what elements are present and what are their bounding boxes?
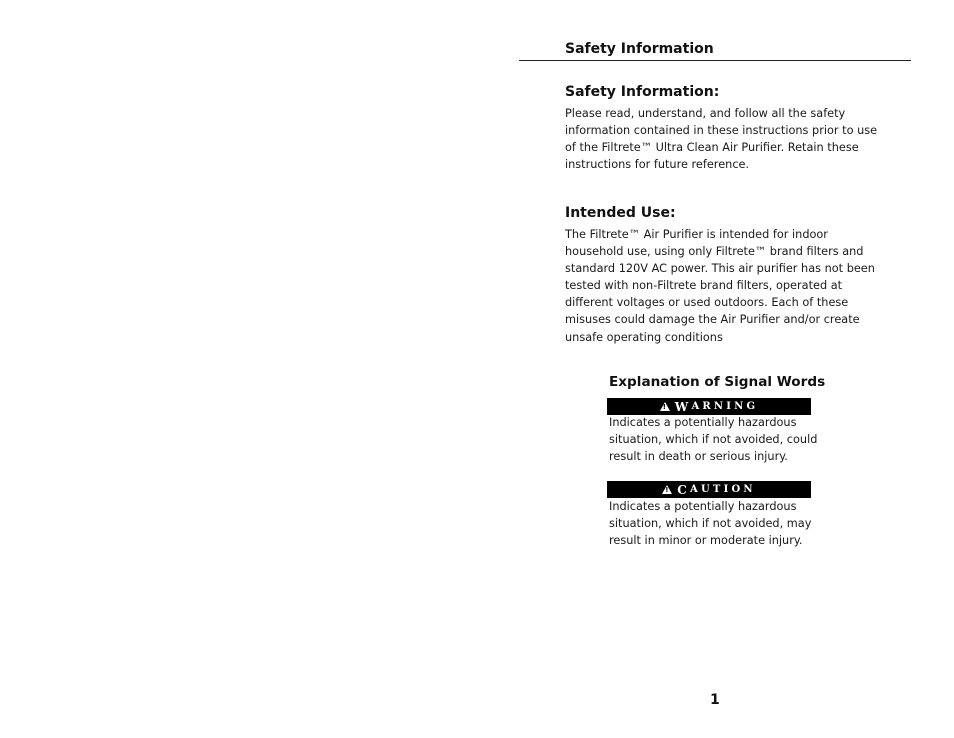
text-line: situation, which if not avoided, may [609, 517, 812, 531]
text-line: instructions for future reference. [565, 158, 750, 172]
caution-triangle-icon [662, 485, 672, 494]
caution-description [609, 498, 819, 549]
text-line: household use, using only Filtrete™ brand filters and [565, 245, 864, 259]
text-line: situation, which if not avoided, could [609, 433, 818, 447]
page-header-title: Safety Information [565, 41, 714, 57]
signal-words-heading: Explanation of Signal Words [609, 374, 826, 390]
warning-label: ARNING [691, 401, 759, 412]
text-line: of the Filtrete™ Ultra Clean Air Purifier. Retain these [565, 141, 859, 155]
text-line: Indicates a potentially hazardous [609, 416, 797, 429]
warning-triangle-icon [660, 402, 670, 411]
text-line: misuses could damage the Air Purifier and/or create [565, 313, 860, 327]
text-line: tested with non-Filtrete brand filters, operated at [565, 279, 843, 293]
text-line: information contained in these instructions prior to use [565, 124, 878, 138]
text-line: result in minor or moderate injury. [609, 534, 803, 548]
text-line: unsafe operating conditions [565, 330, 723, 344]
warning-signal-bar [607, 398, 811, 415]
safety-information-text [565, 105, 878, 173]
warning-description [609, 414, 819, 465]
intended-use-text [565, 226, 875, 346]
text-line: The Filtrete™ Air Purifier is intended for indoor [565, 228, 828, 241]
text-line: standard 120V AC power. This air purifier has not been [565, 262, 875, 276]
text-line: different voltages or used outdoors. Each of these [565, 296, 849, 310]
caution-label: AUTION [690, 484, 756, 495]
text-line: Indicates a potentially hazardous [609, 500, 797, 513]
text-line: result in death or serious injury. [609, 450, 788, 464]
safety-information-heading: Safety Information: [565, 84, 720, 100]
warning-initial: W [674, 399, 692, 414]
header-divider [519, 60, 911, 61]
page-number: 1 [710, 692, 720, 708]
caution-signal-bar [607, 481, 811, 498]
caution-initial: C [677, 482, 691, 497]
text-line: Please read, understand, and follow all the safety [565, 107, 846, 120]
intended-use-heading: Intended Use: [565, 205, 676, 221]
